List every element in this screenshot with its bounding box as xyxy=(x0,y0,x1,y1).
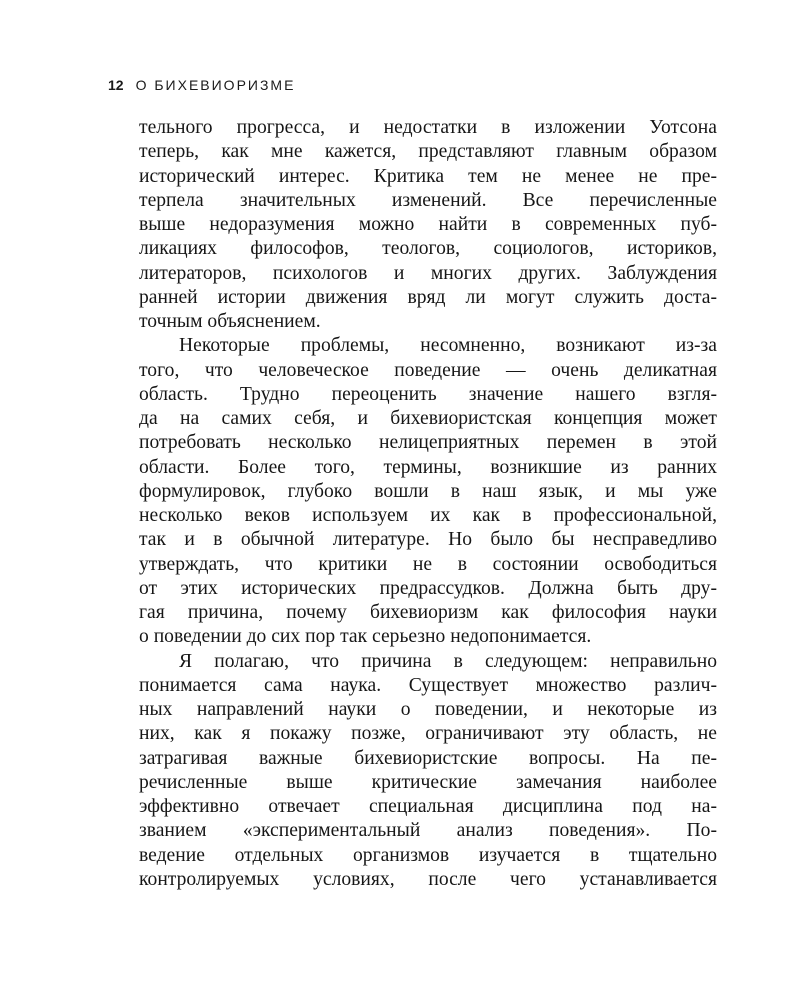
text-line: утверждать, что критики не в состоянии освободиться xyxy=(139,553,717,575)
text-line: терпела значительных изменений. Все перечисленные xyxy=(139,189,717,211)
text-line: о поведении до сих пор так серьезно недопонимается. xyxy=(139,626,592,648)
text-line: точным объяснением. xyxy=(139,311,321,332)
paragraph xyxy=(139,650,717,893)
text-line: затрагивая важные бихевиористские вопросы. На пе- xyxy=(139,747,717,769)
text-line: ликациях философов, теологов, социологов, историков, xyxy=(139,238,717,260)
paragraph xyxy=(139,116,717,334)
text-line: контролируемых условиях, после чего устанавливается xyxy=(139,868,717,890)
text-line: тельного прогресса, и недостатки в изложении Уотсона xyxy=(139,117,717,138)
text-line: несколько веков используем их как в профессиональной, xyxy=(139,505,717,526)
text-line: формулировок, глубоко вошли в наш язык, и мы уже xyxy=(139,480,717,502)
text-line: ных направлений науки о поведении, и некоторые из xyxy=(139,699,717,720)
text-line: ведение отдельных организмов изучается в тщательно xyxy=(139,844,717,866)
text-line: да на самих себя, и бихевиористская концепция может xyxy=(139,408,717,429)
text-line: области. Более того, термины, возникшие из ранних xyxy=(139,456,717,478)
text-line: так и в обычной литературе. Но было бы несправедливо xyxy=(139,529,717,551)
text-line: ранней истории движения вряд ли могут служить доста- xyxy=(139,286,717,308)
text-line: Я полагаю, что причина в следующем: неправильно xyxy=(179,650,717,672)
text-line: Некоторые проблемы, несомненно, возникают из-за xyxy=(179,335,717,357)
text-line: эффективно отвечает специальная дисциплина под на- xyxy=(139,796,717,817)
section-title: О БИХЕВИОРИЗМЕ xyxy=(135,77,296,93)
text-line: них, как я покажу позже, ограничивают эту область, не xyxy=(139,723,717,745)
text-line: того, что человеческое поведение — очень деликатная xyxy=(139,359,717,381)
running-head xyxy=(108,77,295,93)
text-line: исторический интерес. Критика тем не менее не пре- xyxy=(139,165,717,187)
page-number: 12 xyxy=(108,77,124,93)
text-line: званием «экспериментальный анализ поведения». По- xyxy=(139,820,717,842)
text-line: потребовать несколько нелицеприятных перемен в этой xyxy=(139,432,717,454)
text-line: выше недоразумения можно найти в современных пуб- xyxy=(139,214,717,235)
paragraph xyxy=(139,334,717,649)
text-line: теперь, как мне кажется, представляют главным образом xyxy=(139,141,717,163)
text-line: речисленные выше критические замечания наиболее xyxy=(139,771,717,793)
text-line: область. Трудно переоценить значение нашего взгля- xyxy=(139,383,717,405)
text-line: от этих исторических предрассудков. Должна быть дру- xyxy=(139,577,717,599)
text-line: понимается сама наука. Существует множество различ- xyxy=(139,674,717,696)
text-line: литераторов, психологов и многих других. Заблуждения xyxy=(139,262,717,284)
body-text xyxy=(139,116,717,892)
text-line: гая причина, почему бихевиоризм как философия науки xyxy=(139,602,717,623)
